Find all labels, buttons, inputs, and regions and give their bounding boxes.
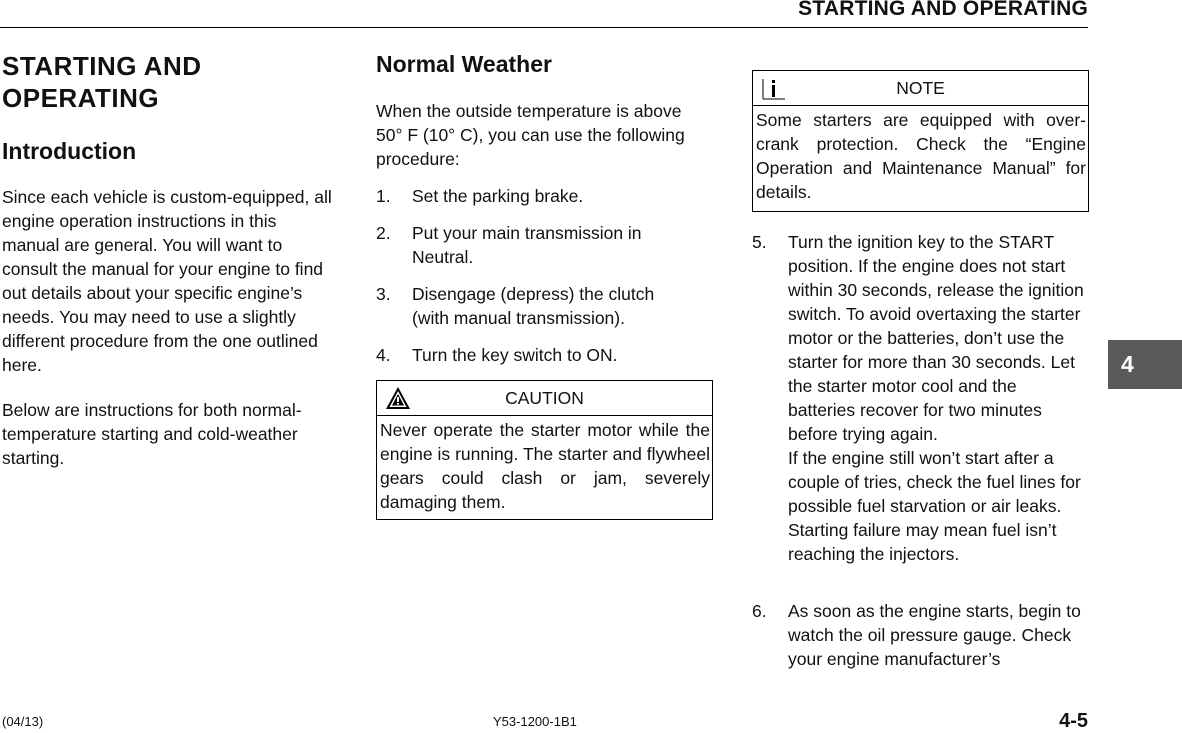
running-title: STARTING AND OPERATING [798,0,1088,20]
step-text: Set the parking brake. [412,186,584,206]
caution-text: Never operate the starter motor while the engine is running. The starter and flywheel gears could clash or jam, severely damaging them. [380,420,710,512]
list-item [376,343,706,367]
caution-box [376,380,713,520]
subsection-title-introduction: Introduction [2,138,137,164]
step-text: As soon as the engine starts, begin to watch the oil pressure gauge. Check your engine manufacturer’s [788,601,1081,669]
section-title: STARTING AND OPERATING [2,51,202,113]
page-number: 4-5 [1059,710,1088,732]
note-header [753,71,1088,106]
step-number: 6. [752,601,767,621]
step-number: 2. [376,223,391,243]
intro-paragraph: Since each vehicle is custom-equipped, all engine operation instructions in this manual are general. You will want to consult the manual for your engine to find out details about your specific engine’s needs. You may need to use a slightly different procedure from the one outlined here. [2,187,332,375]
caution-header [377,381,712,416]
caution-label: CAUTION [505,388,584,408]
chapter-tab [1108,340,1182,389]
note-text: Some starters are equipped with over-crank protection. Check the “Engine Operation and Maintenance Manual” for details. [756,110,1086,202]
step-number: 5. [752,232,767,252]
note-box [752,70,1089,212]
step-text: Turn the key switch to ON. [412,345,618,365]
normal-weather-intro: When the outside temperature is above 50° F (10° C), you can use the following procedure: [376,101,685,169]
step-text: Turn the ignition key to the START position. If the engine does not start within 30 seconds, release the ignition switch. To avoid overtaxing the starter motor or the batteries, don’t use the starter for more than 30 seconds. Let the starter motor cool and the batteries recover for two minutes before trying again. [788,232,1084,444]
step-text: Put your main transmission in Neutral. [412,223,642,267]
footer-date: (04/13) [2,714,44,729]
step-number: 1. [376,186,391,206]
instructions-paragraph: Below are instructions for both normal-temperature starting and cold-weather starting. [2,400,302,468]
list-item [376,282,696,330]
subsection-title-normal-weather: Normal Weather [376,51,552,77]
step-text-continued: If the engine still won’t start after a couple of tries, check the fuel lines for possible fuel starvation or air leaks. Starting failure may mean fuel isn’t reaching the injectors. [788,448,1081,564]
chapter-number: 4 [1121,351,1134,377]
list-item [376,221,696,269]
list-item [752,230,1092,566]
list-item [752,599,1092,671]
step-number: 3. [376,284,391,304]
step-number: 4. [376,345,391,365]
note-label: NOTE [896,78,945,98]
step-text: Disengage (depress) the clutch (with manual transmission). [412,284,655,328]
list-item [376,184,706,208]
footer-doc-number: Y53-1200-1B1 [493,714,577,729]
running-header [0,0,1088,28]
